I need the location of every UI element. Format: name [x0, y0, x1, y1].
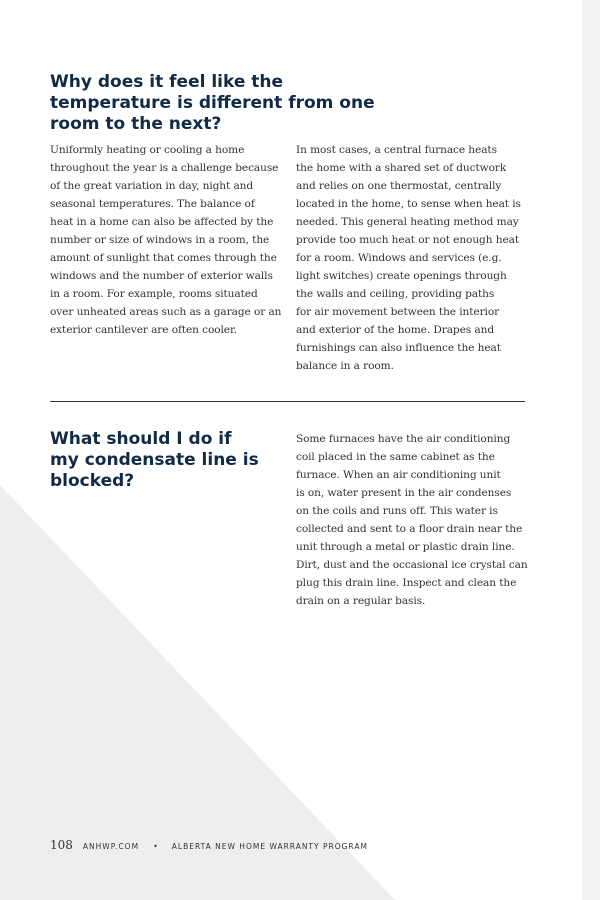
- text-line: needed. This general heating method may: [296, 216, 519, 228]
- text-line: Some furnaces have the air conditioning: [296, 433, 511, 445]
- text-line: number or size of windows in a room, the: [50, 234, 270, 246]
- temperature-right-column: [296, 141, 531, 375]
- text-line: throughout the year is a challenge because: [50, 162, 279, 174]
- condensate-column: [296, 430, 531, 610]
- text-line: balance in a room.: [296, 360, 394, 372]
- text-line: exterior cantilever are often cooler.: [50, 324, 238, 336]
- footer-program: ALBERTA NEW HOME WARRANTY PROGRAM: [171, 842, 368, 851]
- text-line: and relies on one thermostat, centrally: [296, 180, 502, 192]
- text-line: unit through a metal or plastic drain line.: [296, 541, 515, 553]
- section-divider: [50, 401, 525, 402]
- text-line: Dirt, dust and the occasional ice crystal can: [296, 559, 528, 571]
- footer-site: ANHWP.COM: [82, 842, 140, 851]
- section-heading-condensate: What should I do if my condensate line is blocked?: [50, 429, 259, 491]
- text-line: and exterior of the home. Drapes and: [296, 324, 495, 336]
- text-line: drain on a regular basis.: [296, 595, 426, 607]
- text-line: plug this drain line. Inspect and clean the: [296, 577, 517, 589]
- text-line: of the great variation in day, night and: [50, 180, 254, 192]
- text-line: the home with a shared set of ductwork: [296, 162, 507, 174]
- footer-separator: •: [153, 842, 158, 851]
- text-line: windows and the number of exterior walls: [50, 270, 273, 282]
- page-number: 108: [50, 838, 73, 852]
- text-line: furnace. When an air conditioning unit: [296, 469, 501, 481]
- text-line: located in the home, to sense when heat is: [296, 198, 521, 210]
- text-line: seasonal temperatures. The balance of: [50, 198, 255, 210]
- text-line: the walls and ceiling, providing paths: [296, 288, 495, 300]
- text-line: on the coils and runs off. This water is: [296, 505, 498, 517]
- text-line: In most cases, a central furnace heats: [296, 144, 497, 156]
- temperature-left-column: [50, 141, 285, 339]
- text-line: is on, water present in the air condenses: [296, 487, 512, 499]
- text-line: heat in a home can also be affected by the: [50, 216, 274, 228]
- text-line: amount of sunlight that comes through the: [50, 252, 277, 264]
- text-line: for air movement between the interior: [296, 306, 500, 318]
- text-line: coil placed in the same cabinet as the: [296, 451, 495, 463]
- text-line: furnishings can also influence the heat: [296, 342, 501, 354]
- text-line: for a room. Windows and services (e.g.: [296, 252, 502, 264]
- section-heading-temperature: Why does it feel like the temperature is different from one room to the next?: [50, 72, 375, 134]
- text-line: provide too much heat or not enough heat: [296, 234, 519, 246]
- text-line: light switches) create openings through: [296, 270, 507, 282]
- text-line: over unheated areas such as a garage or an: [50, 306, 282, 318]
- text-line: Uniformly heating or cooling a home: [50, 144, 245, 156]
- text-line: collected and sent to a floor drain near the: [296, 523, 523, 535]
- text-line: in a room. For example, rooms situated: [50, 288, 258, 300]
- page-footer: [50, 838, 368, 852]
